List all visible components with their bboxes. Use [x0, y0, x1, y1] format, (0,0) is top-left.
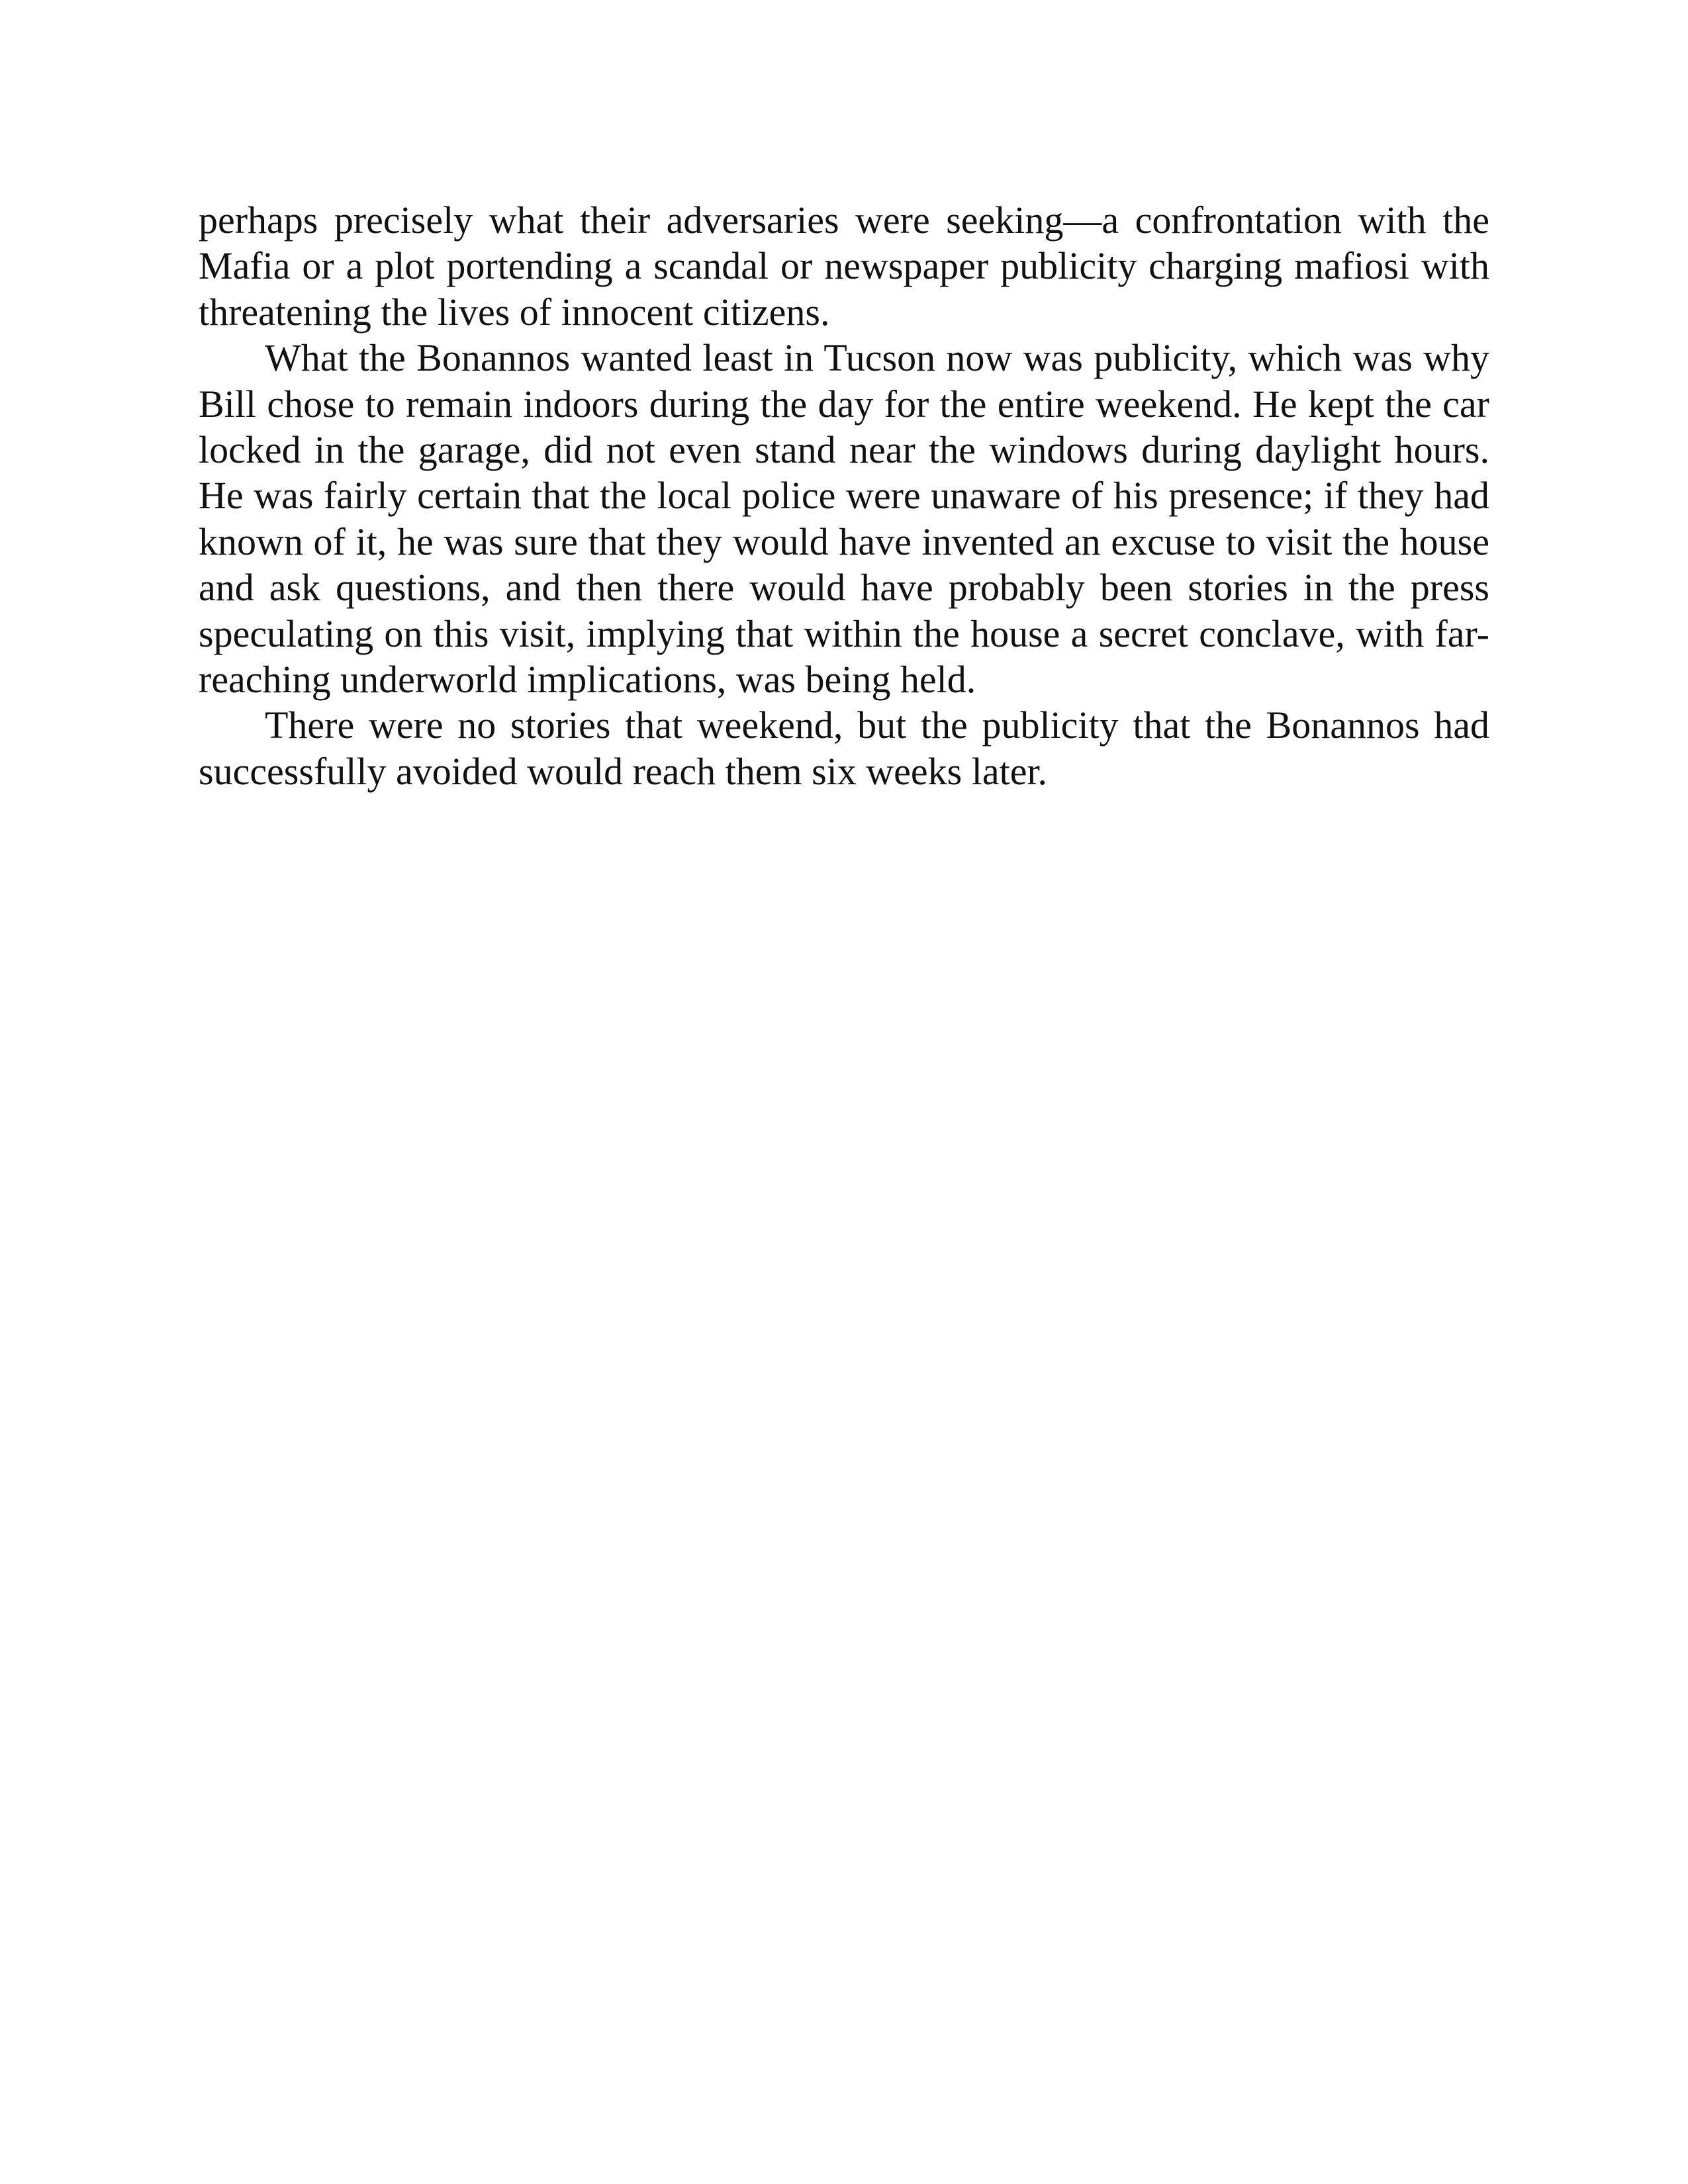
paragraph-continuation: perhaps precisely what their adversaries were seeking—a confrontation with the Mafia or a plot portending a scandal or newspaper publicity charging mafiosi with threatening the lives of innocent citizens.: [199, 199, 1489, 334]
paragraph-no-stories: There were no stories that weekend, but the publicity that the Bonannos had successfully avoided would reach them six weeks later.: [199, 704, 1489, 793]
body-text: [199, 197, 1489, 794]
paragraph-bonannos-publicity: What the Bonannos wanted least in Tucson now was publicity, which was why Bill chose to remain indoors during the day for the entire weekend. He kept the car locked in the garage, did not even stand near the windows during daylight hours. He was fairly certain that the local police were unaware of his presence; if they had known of it, he was sure that they would have invented an excuse to visit the house and ask questions, and then there would have probably been stories in the press speculating on this visit, implying that within the house a secret conclave, with far-reaching underworld implications, was being held.: [199, 336, 1489, 702]
